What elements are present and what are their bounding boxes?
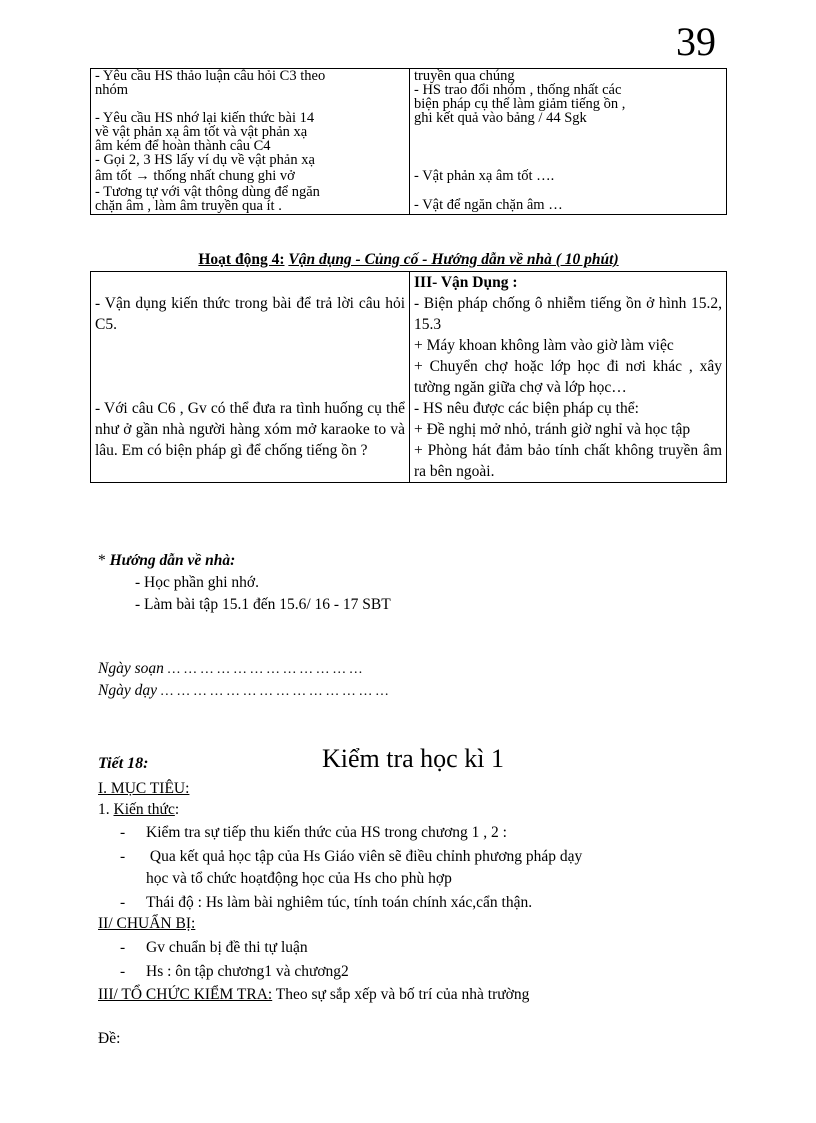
prep-date-label: Ngày soạn bbox=[98, 660, 164, 677]
section-muc-tieu-label: I. MỤC TIÊU: bbox=[98, 780, 190, 797]
question-c5: - Vận dụng kiến thức trong bài để trả lời câu hỏi C5. bbox=[95, 295, 405, 333]
table1-left-cell bbox=[91, 69, 410, 215]
teach-date bbox=[98, 682, 389, 700]
prep-date bbox=[98, 660, 363, 678]
teach-date-dots: … … … … … … … … … … … … … … bbox=[160, 684, 389, 699]
prep-item: - Hs : ôn tập chương1 và chương2 bbox=[120, 963, 349, 980]
goal-item: - Kiểm tra sự tiếp thu kiến thức của HS trong chương 1 , 2 : bbox=[120, 824, 507, 841]
section-chuan-bi bbox=[98, 915, 195, 933]
section-to-chuc bbox=[98, 986, 529, 1004]
activity-4-title bbox=[90, 251, 727, 269]
page-number: 39 bbox=[676, 19, 716, 64]
activity-table-2 bbox=[90, 271, 727, 483]
table1-left-line: - Yêu cầu HS thảo luận câu hỏi C3 theo bbox=[95, 68, 326, 84]
lesson-title: Kiểm tra học kì 1 bbox=[322, 744, 504, 773]
section-to-chuc-text: Theo sự sắp xếp và bố trí của nhà trường bbox=[272, 986, 530, 1003]
table1-left-line bbox=[95, 97, 405, 111]
table1-right-cell bbox=[410, 69, 727, 215]
prep-date-dots: … … … … … … … … … … … … bbox=[167, 662, 363, 677]
answer-line: + Chuyển chợ hoặc lớp học đi nơi khác , xây tường ngăn giữa chợ và lớp học… bbox=[414, 358, 722, 396]
table1-right-line: - HS trao đổi nhóm , thống nhất các bbox=[414, 82, 622, 98]
sub-kien-thuc-label: Kiến thức bbox=[113, 801, 175, 818]
section-van-dung: III- Vận Dụng : bbox=[414, 274, 518, 291]
table1-left-line: âm kém để hoàn thành câu C4 bbox=[95, 138, 271, 154]
table1-right-line: truyền qua chúng bbox=[414, 68, 515, 84]
section-chuan-bi-label: II/ CHUẨN BỊ: bbox=[98, 915, 196, 932]
table1-left-line: - Gọi 2, 3 HS lấy ví dụ về vật phản xạ bbox=[95, 152, 315, 168]
spacer bbox=[414, 125, 722, 139]
homework-title: Hướng dẫn về nhà: bbox=[109, 552, 236, 569]
spacer bbox=[414, 139, 722, 153]
homework-item: - Học phần ghi nhớ. bbox=[135, 574, 259, 591]
homework-heading bbox=[98, 552, 235, 570]
lesson-number: Tiết 18: bbox=[98, 755, 149, 772]
section-to-chuc-label: III/ TỔ CHỨC KIỂM TRA: bbox=[98, 986, 273, 1003]
sub-number: 1. bbox=[98, 801, 114, 818]
question-c6: - Với câu C6 , Gv có thể đưa ra tình huống cụ thể như ở gần nhà người hàng xóm mở karaoke to và lâu. Em có biện pháp gì để chống tiếng ồn ? bbox=[95, 400, 405, 459]
answer-line: - HS nêu được các biện pháp cụ thể: bbox=[414, 400, 639, 417]
table2-right-cell bbox=[410, 272, 727, 483]
table1-left-line: - Yêu cầu HS nhớ lại kiến thức bài 14 bbox=[95, 110, 315, 126]
answer-line: + Đề nghị mở nhỏ, tránh giờ nghỉ và học tập bbox=[414, 421, 691, 438]
exam-label: Đề: bbox=[98, 1030, 121, 1047]
goal-item: - Qua kết quả học tập của Hs Giáo viên sẽ điều chỉnh phương pháp dạy bbox=[120, 848, 583, 865]
activity-table-1 bbox=[90, 68, 727, 215]
answer-line: + Phòng hát đảm bảo tính chất không truyền âm ra bên ngoài. bbox=[414, 442, 722, 480]
table1-right-line: - Vật để ngăn chặn âm … bbox=[414, 197, 563, 213]
prep-item: - Gv chuẩn bị đề thi tự luận bbox=[120, 939, 308, 956]
table1-left-line: - Tương tự với vật thông dùng để ngăn bbox=[95, 184, 320, 200]
goal-text: Kiểm tra sự tiếp thu kiến thức của HS trong chương 1 , 2 : bbox=[146, 824, 507, 841]
activity-4-label: Hoạt động 4: bbox=[198, 251, 285, 268]
table1-right-line: biện pháp cụ thể làm giảm tiếng ồn , bbox=[414, 96, 626, 112]
table1-left-line: âm tốt → thống nhất chung ghi vở bbox=[95, 168, 295, 184]
colon: : bbox=[174, 801, 180, 818]
table2-left-cell bbox=[91, 272, 410, 483]
table1-left-line: về vật phản xạ âm tốt và vật phản xạ bbox=[95, 124, 308, 140]
teach-date-label: Ngày dạy bbox=[98, 682, 157, 699]
goal-text: Thái độ : Hs làm bài nghiêm túc, tính toán chính xác,cẩn thận. bbox=[146, 894, 533, 911]
goal-text: Qua kết quả học tập của Hs Giáo viên sẽ điều chỉnh phương pháp dạy bbox=[146, 848, 583, 865]
table1-right-line: ghi kết quả vào bảng / 44 Sgk bbox=[414, 110, 587, 126]
goal-text-cont: học và tổ chức hoạtđộng học của Hs cho phù hợp bbox=[146, 870, 452, 887]
prep-text: Hs : ôn tập chương1 và chương2 bbox=[146, 963, 349, 980]
table1-left-line: nhóm bbox=[95, 82, 129, 98]
goal-item: - Thái độ : Hs làm bài nghiêm túc, tính toán chính xác,cẩn thận. bbox=[120, 894, 533, 911]
activity-4-heading: Vận dụng - Củng cố - Hướng dẫn về nhà ( 10 phút) bbox=[288, 251, 619, 268]
answer-line: + Máy khoan không làm vào giờ làm việc bbox=[414, 337, 674, 354]
table1-right-line: - Vật phản xạ âm tốt …. bbox=[414, 168, 555, 184]
sub-kien-thuc bbox=[98, 801, 179, 819]
star: * bbox=[98, 552, 110, 569]
section-muc-tieu bbox=[98, 780, 189, 798]
table1-left-line: chặn âm , làm âm truyền qua ít . bbox=[95, 198, 282, 214]
prep-text: Gv chuẩn bị đề thi tự luận bbox=[146, 939, 308, 956]
homework-item: - Làm bài tập 15.1 đến 15.6/ 16 - 17 SBT bbox=[135, 596, 391, 613]
answer-line: - Biện pháp chống ô nhiễm tiếng ồn ở hình 15.2, 15.3 bbox=[414, 295, 722, 333]
spacer bbox=[414, 153, 722, 167]
